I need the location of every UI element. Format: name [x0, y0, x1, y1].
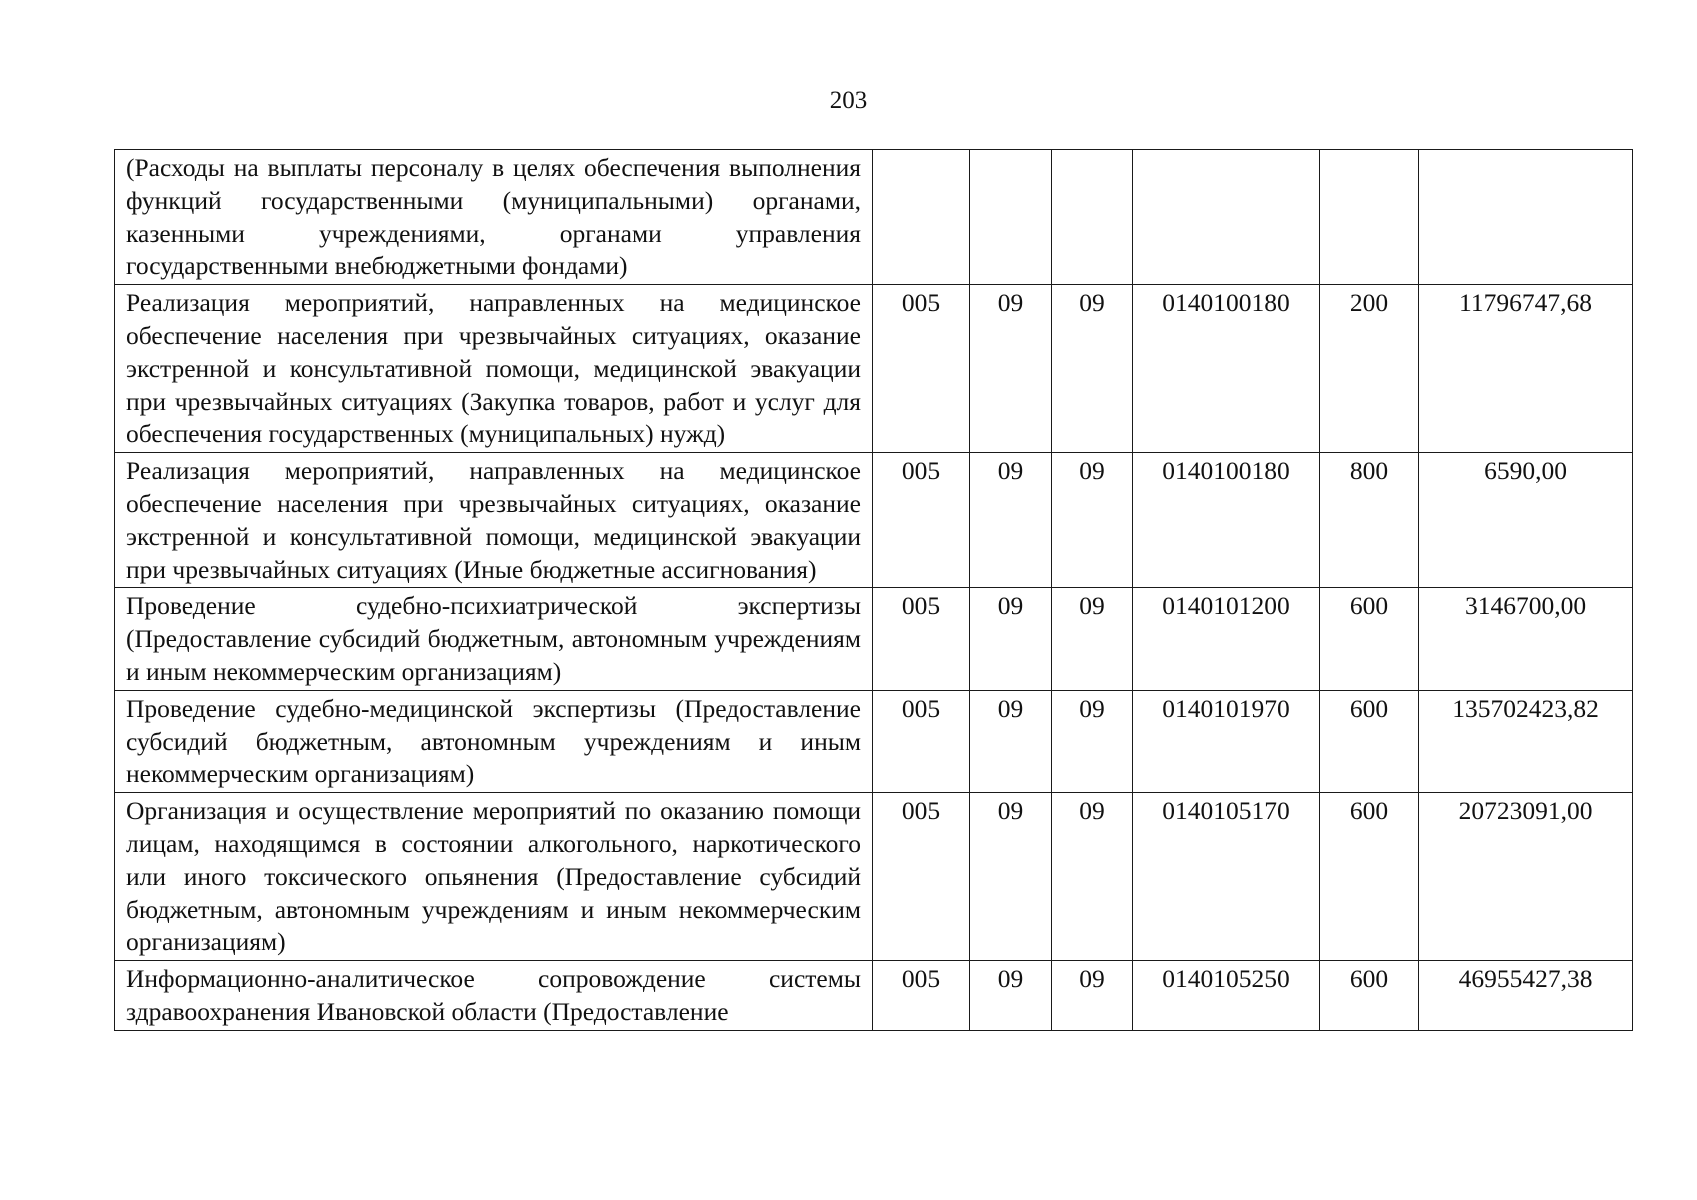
ministry-code-cell: 005 — [873, 793, 970, 961]
description-cell: (Расходы на выплаты персоналу в целях обеспечения выполнения функций государственными (муниципальными) органами, казенными учреждениями, органами управления государственными внебюджетными фондами) — [115, 150, 873, 285]
description-cell: Проведение судебно-психиатрической экспертизы (Предоставление субсидий бюджетным, автономным учреждениям и иным некоммерческим организациям) — [115, 588, 873, 690]
target-article-cell: 0140101970 — [1133, 690, 1320, 792]
amount-cell: 11796747,68 — [1419, 285, 1633, 453]
target-article-cell: 0140105170 — [1133, 793, 1320, 961]
expense-type-cell — [1320, 150, 1419, 285]
amount-cell: 20723091,00 — [1419, 793, 1633, 961]
budget-table — [114, 149, 1633, 1031]
page-number: 203 — [829, 87, 868, 114]
ministry-code-cell — [873, 150, 970, 285]
expense-type-cell: 600 — [1320, 961, 1419, 1031]
ministry-code-cell: 005 — [873, 285, 970, 453]
amount-cell: 46955427,38 — [1419, 961, 1633, 1031]
amount-cell: 3146700,00 — [1419, 588, 1633, 690]
section-code-cell: 09 — [970, 961, 1052, 1031]
section-code-cell: 09 — [970, 793, 1052, 961]
ministry-code-cell: 005 — [873, 690, 970, 792]
expense-type-cell: 600 — [1320, 588, 1419, 690]
expense-type-cell: 200 — [1320, 285, 1419, 453]
section-code-cell — [970, 150, 1052, 285]
subsection-code-cell: 09 — [1052, 285, 1133, 453]
table-row — [115, 150, 1633, 285]
subsection-code-cell: 09 — [1052, 793, 1133, 961]
ministry-code-cell: 005 — [873, 453, 970, 588]
expense-type-cell: 800 — [1320, 453, 1419, 588]
subsection-code-cell: 09 — [1052, 690, 1133, 792]
amount-cell: 6590,00 — [1419, 453, 1633, 588]
ministry-code-cell: 005 — [873, 588, 970, 690]
target-article-cell: 0140101200 — [1133, 588, 1320, 690]
subsection-code-cell: 09 — [1052, 961, 1133, 1031]
description-cell: Проведение судебно-медицинской экспертизы (Предоставление субсидий бюджетным, автономным учреждениям и иным некоммерческим организациям) — [115, 690, 873, 792]
amount-cell — [1419, 150, 1633, 285]
table-row — [115, 793, 1633, 961]
subsection-code-cell: 09 — [1052, 453, 1133, 588]
target-article-cell: 0140100180 — [1133, 285, 1320, 453]
expense-type-cell: 600 — [1320, 690, 1419, 792]
description-cell: Реализация мероприятий, направленных на медицинское обеспечение населения при чрезвычайных ситуациях, оказание экстренной и консультативной помощи, медицинской эвакуации при чрезвычайных ситуациях (Закупка товаров, работ и услуг для обеспечения государственных (муниципальных) нужд) — [115, 285, 873, 453]
section-code-cell: 09 — [970, 285, 1052, 453]
expense-type-cell: 600 — [1320, 793, 1419, 961]
section-code-cell: 09 — [970, 453, 1052, 588]
ministry-code-cell: 005 — [873, 961, 970, 1031]
amount-cell: 135702423,82 — [1419, 690, 1633, 792]
target-article-cell — [1133, 150, 1320, 285]
description-cell: Информационно-аналитическое сопровождение системы здравоохранения Ивановской области (Предоставление — [115, 961, 873, 1031]
subsection-code-cell: 09 — [1052, 588, 1133, 690]
target-article-cell: 0140100180 — [1133, 453, 1320, 588]
table-row — [115, 285, 1633, 453]
table-row — [115, 690, 1633, 792]
table-row — [115, 453, 1633, 588]
section-code-cell: 09 — [970, 690, 1052, 792]
table-row — [115, 588, 1633, 690]
description-cell: Реализация мероприятий, направленных на медицинское обеспечение населения при чрезвычайных ситуациях, оказание экстренной и консультативной помощи, медицинской эвакуации при чрезвычайных ситуациях (Иные бюджетные ассигнования) — [115, 453, 873, 588]
subsection-code-cell — [1052, 150, 1133, 285]
description-cell: Организация и осуществление мероприятий по оказанию помощи лицам, находящимся в состоянии алкогольного, наркотического или иного токсического опьянения (Предоставление субсидий бюджетным, автономным учреждениям и иным некоммерческим организациям) — [115, 793, 873, 961]
section-code-cell: 09 — [970, 588, 1052, 690]
table-row — [115, 961, 1633, 1031]
target-article-cell: 0140105250 — [1133, 961, 1320, 1031]
